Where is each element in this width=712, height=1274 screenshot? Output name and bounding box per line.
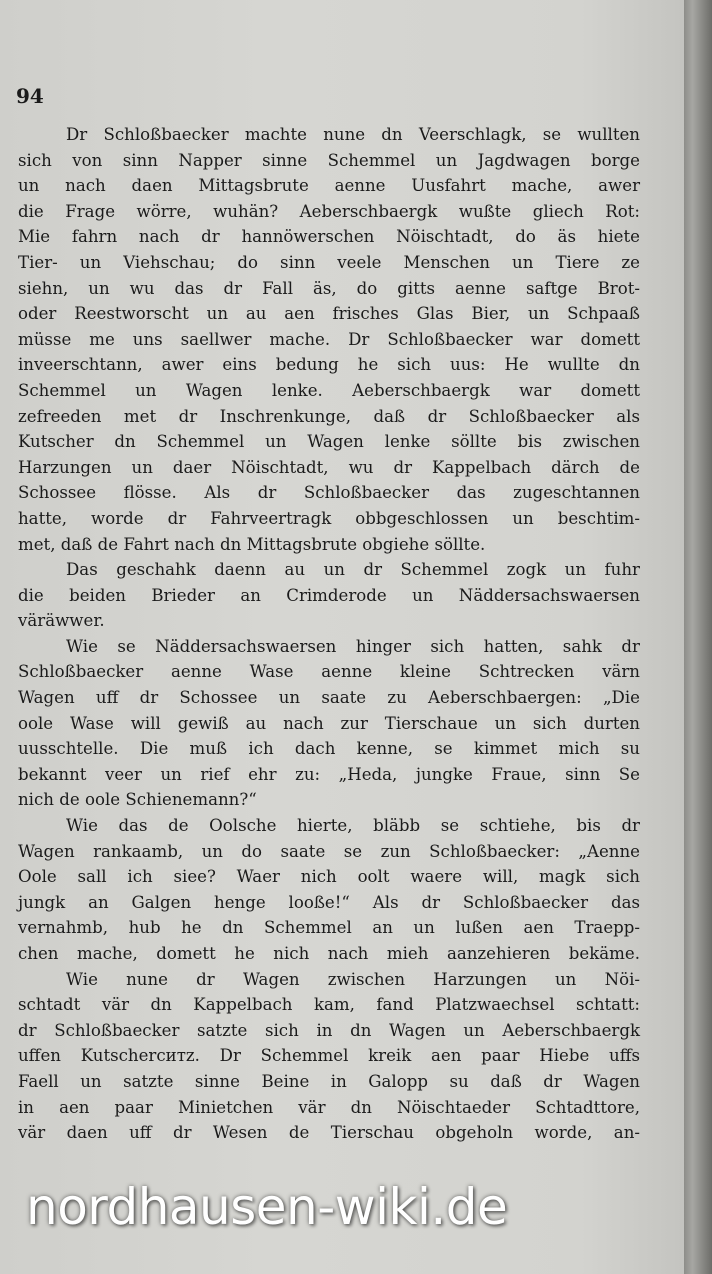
text-line: Mie fahrn nach dr hannöwerschen Nöischtadt, do äs hiete bbox=[18, 227, 640, 247]
text-line: un nach daen Mittagsbrute aenne Uusfahrt mache, awer bbox=[18, 176, 640, 196]
watermark: nordhausen-wiki.de bbox=[26, 1178, 508, 1236]
text-line: Das geschahk daenn au un dr Schemmel zogk un fuhr bbox=[66, 560, 640, 580]
text-line: met, daß de Fahrt nach dn Mittagsbrute obgiehe söllte. bbox=[18, 534, 486, 554]
text-line: schtadt vär dn Kappelbach kam, fand Platzwaechsel schtatt: bbox=[18, 995, 640, 1015]
text-line: siehn, un wu das dr Fall äs, do gitts aenne saftge Brot- bbox=[18, 278, 640, 298]
body-text bbox=[18, 122, 640, 1146]
text-line: Faell un satzte sinne Beine in Galopp su daß dr Wagen bbox=[18, 1071, 640, 1091]
text-line: Schemmel un Wagen lenke. Aeberschbaergk war domett bbox=[18, 380, 640, 400]
text-line: inveerschtann, awer eins bedung he sich uus: He wullte dn bbox=[18, 355, 640, 375]
text-line: oder Reestworscht un au aen frisches Glas Bier, un Schpaaß bbox=[18, 304, 640, 324]
text-line: bekannt veer un rief ehr zu: „Heda, jungke Fraue, sinn Se bbox=[18, 764, 640, 784]
text-line: nich de oole Schienemann?“ bbox=[18, 790, 257, 810]
page-edge bbox=[684, 0, 712, 1274]
text-line: die beiden Brieder an Crimderode un Näddersachswaersen bbox=[18, 585, 640, 605]
text-line: hatte, worde dr Fahrveertragk obbgeschlossen un beschtim- bbox=[18, 508, 640, 528]
text-line: Schloßbaecker aenne Wase aenne kleine Schtrecken värn bbox=[18, 662, 640, 682]
text-line: vernahmb, hub he dn Schemmel an un lußen aen Traepp- bbox=[18, 918, 640, 938]
text-line: väräwwer. bbox=[18, 611, 105, 631]
text-line: Harzungen un daer Nöischtadt, wu dr Kappelbach därch de bbox=[18, 457, 640, 477]
text-line: Wagen uff dr Schossee un saate zu Aeberschbaergen: „Die bbox=[18, 688, 640, 708]
text-line: Kutscher dn Schemmel un Wagen lenke söllte bis zwischen bbox=[18, 432, 640, 452]
text-line: uffen Kutscherситz. Dr Schemmel kreik aen paar Hiebe uffs bbox=[18, 1046, 640, 1066]
text-line: jungk an Galgen henge looße!“ Als dr Schloßbaecker das bbox=[18, 892, 640, 912]
text-line: Wie nune dr Wagen zwischen Harzungen un Nöi- bbox=[66, 969, 640, 989]
text-line: zefreeden met dr Inschrenkunge, daß dr Schloßbaecker als bbox=[18, 406, 640, 426]
text-line: Oole sall ich siee? Waer nich oolt waere will, magk sich bbox=[18, 867, 640, 887]
text-line: Wie das de Oolsche hierte, bläbb se schtiehe, bis dr bbox=[66, 816, 640, 836]
text-line: sich von sinn Napper sinne Schemmel un Jagdwagen borge bbox=[18, 150, 640, 170]
text-line: uusschtelle. Die muß ich dach kenne, se kimmet mich su bbox=[18, 739, 640, 759]
text-line: oole Wase will gewiß au nach zur Tierschaue un sich durten bbox=[18, 713, 640, 733]
text-line: müsse me uns saellwer mache. Dr Schloßbaecker war domett bbox=[18, 329, 640, 349]
text-line: in aen paar Minietchen vär dn Nöischtaeder Schtadttore, bbox=[18, 1097, 640, 1117]
text-line: dr Schloßbaecker satzte sich in dn Wagen un Aeberschbaergk bbox=[18, 1020, 640, 1040]
text-line: chen mache, domett he nich nach mieh aanzehieren bekäme. bbox=[18, 944, 640, 963]
text-line: Tier- un Viehschau; do sinn veele Menschen un Tiere ze bbox=[18, 252, 640, 272]
text-line: vär daen uff dr Wesen de Tierschau obgeholn worde, an- bbox=[18, 1123, 640, 1143]
text-line: Wie se Näddersachswaersen hinger sich hatten, sahk dr bbox=[66, 636, 640, 656]
text-line: Dr Schloßbaecker machte nune dn Veerschlagk, se wullten bbox=[66, 125, 640, 144]
text-line: Wagen rankaamb, un do saate se zun Schloßbaecker: „Aenne bbox=[18, 841, 640, 861]
text-line: die Frage wörre, wuhän? Aeberschbaergk wußte gliech Rot: bbox=[18, 201, 640, 221]
page-number: 94 bbox=[16, 84, 44, 108]
text-line: Schossee flösse. Als dr Schloßbaecker das zugeschtannen bbox=[18, 483, 640, 503]
